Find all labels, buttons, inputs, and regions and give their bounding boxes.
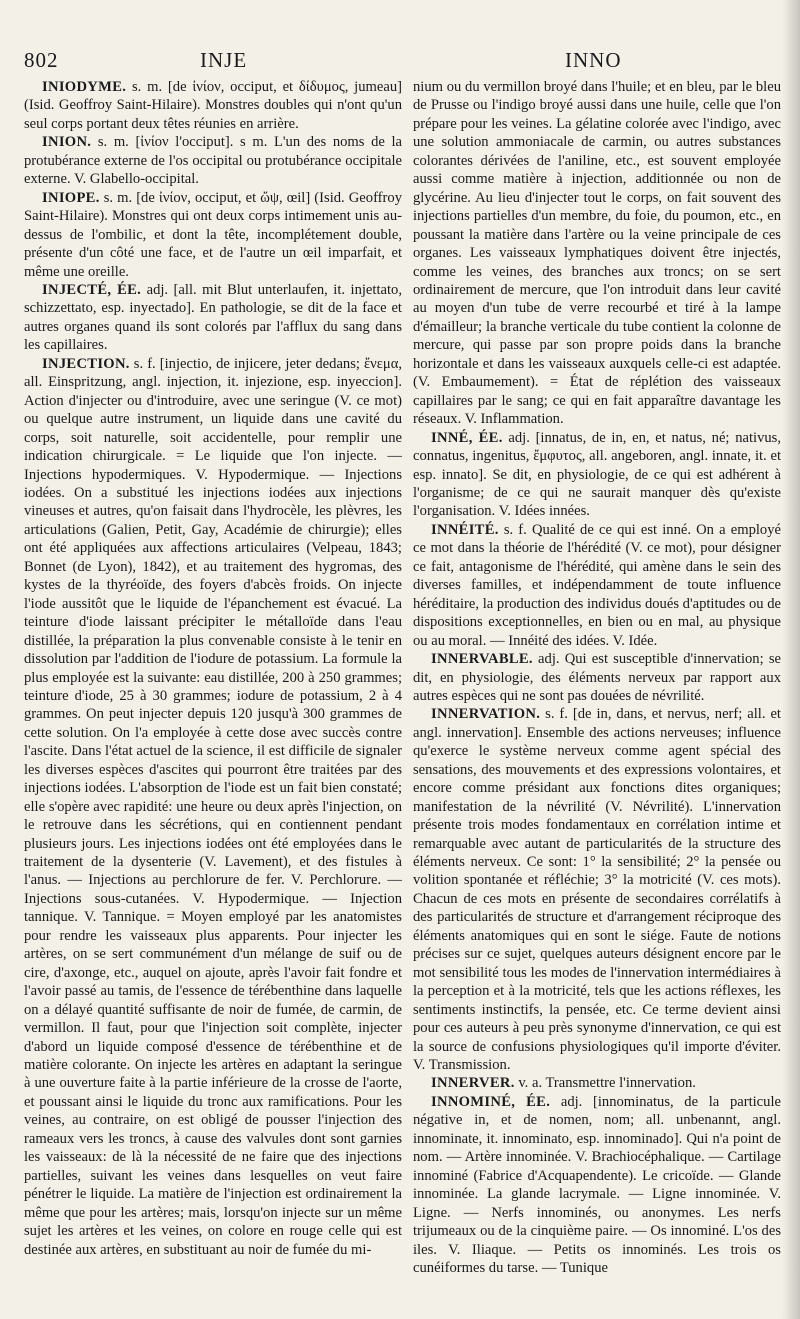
- entry-headword: INJECTION.: [42, 355, 130, 372]
- entry: [24, 281, 402, 355]
- entry-text: s. m. [de ἰνίον, occiput, et δίδυμος, jumeau] (Isid. Geoffroy Saint-Hilaire). Monstres doubles qui n'ont qu'un seul corps portant deux têtes réunies en arrière.: [24, 79, 402, 132]
- entry-headword: INNERVABLE.: [431, 651, 533, 668]
- entry-continuation: [413, 78, 781, 429]
- entry: [24, 355, 402, 1259]
- entry-text: s. m. [de ἰνίον, occiput, et ὤψ, œil] (Isid. Geoffroy Saint-Hilaire). Monstres qui ont deux corps intimement unis au-dessus de l'ombilic, et dont la tête, incomplétement double, présente d'un côté une face, et de l'autre un œil imparfait, et même une oreille.: [24, 189, 402, 280]
- entry: [24, 133, 402, 188]
- page-edge-shadow: [782, 0, 800, 1319]
- right-column: [413, 78, 781, 1277]
- left-column: [24, 78, 402, 1259]
- running-head-right: INNO: [565, 48, 622, 72]
- entry-headword: INJECTÉ, ÉE.: [42, 281, 142, 298]
- entry-text: s. f. Qualité de ce qui est inné. On a employé ce mot dans la théorie de l'hérédité (V. ce mot), pour désigner ce fait, antagonisme de l'hérédité, qui amène dans le sein des diverses familles, et indépendamment de toute influence héréditaire, la production des individus doués d'aptitudes ou de dispositions exceptionnelles, en bien ou en mal, au physique ou au moral. — Innéité des idées. V. Idée.: [413, 521, 781, 649]
- entry-headword: INNÉITÉ.: [431, 521, 499, 538]
- entry: [413, 1074, 781, 1092]
- entry-headword: INNOMINÉ, ÉE.: [431, 1093, 551, 1110]
- entry-text: s. f. [de in, dans, et nervus, nerf; all. et angl. innervation]. Ensemble des actions nerveuses; influence qu'exerce le système nerveux comme agent spécial des sensations, des mouvements et des expressions volontaires, et encore comme présidant aux fonctions dites organiques; manifestation de la névrilité (V. Névrilité). L'innervation présente trois modes fondamentaux en corrélation intime et remarquable avec autant de particularités de la structure des éléments nerveux. Ce sont: 1° la sensibilité; 2° la pensée ou volition spontanée et réfléchie; 3° la motricité (V. ces mots). Chacun de ces mots en présente de secondaires corrélatifs à des particularités de structure et d'arrangement réciproque des éléments anatomiques qui en sont le siége. Faute de notions précises sur ce sujet, quelques auteurs désignent encore par le mot sensibilité tous les modes de l'innervation intermédiaires à la perception et à la motricité, tels que les actions réflexes, les sentiments instinctifs, la pensée, etc. Ce terme devient ainsi pour ces auteurs à peu près synonyme d'innervation, ce qui est la source de confusions physiologiques qu'il importe d'éviter. V. Transmission.: [413, 706, 781, 1074]
- entry-text: nium ou du vermillon broyé dans l'huile; et en bleu, par le bleu de Prusse ou l'indigo broyé aussi dans une huile, celle que l'on prépare pour les veines. La gélatine colorée avec l'indigo, avec une solution ammoniacale de carmin, ou autres substances colorantes dérivées de l'aniline, etc., est souvent employée aussi comme matière à injection, additionnée ou non de glycérine. Au lieu d'injecter tout le corps, on fait souvent des injections partielles d'un membre, du foie, du poumon, etc., en poussant la matière dans l'artère ou la veine principale de ces organes. Les vaisseaux lymphatiques doivent être injectés, comme les veines, des branches aux troncs; on se sert ordinairement de mercure, que l'on introduit dans leur cavité au moyen d'un tube de verre recourbé et tiré à la lampe d'émailleur; la branche verticale du tube contient la colonne de mercure, qui passe par son propre poids dans la branche horizontale et dans les vaisseaux auxquels celle-ci est adaptée. (V. Embaumement). = État de réplétion des vaisseaux capillaires par le sang; ce qui en fait apparaître davantage les réseaux. V. Inflammation.: [413, 79, 781, 428]
- entry-text: v. a. Transmettre l'innervation.: [514, 1075, 696, 1092]
- entry-headword: INNÉ, ÉE.: [431, 429, 503, 446]
- entry: [413, 521, 781, 650]
- page-number: 802: [24, 48, 59, 72]
- entry-text: adj. Qui est susceptible d'innervation; se dit, en physiologie, des éléments nerveux par rapport aux autres espèces qui ne sont pas douées de névrilité.: [413, 651, 781, 704]
- entry-text: adj. [all. mit Blut unterlaufen, it. injettato, schizzettato, esp. inyectado]. En pathologie, se dit de la face et autres organes quand ils sont colorés par l'afflux du sang dans les capillaires.: [24, 281, 402, 354]
- entry-text: s. m. [ἰνίον l'occiput]. s m. L'un des noms de la protubérance externe de l'os occipital ou protubérance occipitale externe. V. Glabello-occipital.: [24, 134, 402, 188]
- entry-headword: INIOPE.: [42, 189, 100, 206]
- entry: [413, 1093, 781, 1278]
- entry-text: adj. [innatus, de in, en, et natus, né; nativus, connatus, ingenitus, ἔμφυτος, all. angeboren, angl. innate, it. et esp. innato]. Se dit, en physiologie, de ce qui est adhérent à l'organisme; de ce qui ne saurait manquer dès qu'existe l'organisation. V. Idées innées.: [413, 429, 782, 520]
- entry: [24, 189, 402, 281]
- entry-text: adj. [innominatus, de la particule négative in, et de nomen, nom; all. unbenannt, angl. innominate, it. innominato, esp. innominado]. Qui n'a point de nom. — Artère innominée. V. Brachiocéphalique. — Cartilage innominé (Fabrice d'Acquapendente). Le cricoïde. — Glande innominée. La glande lacrymale. — Ligne innominée. V. Ligne. — Nerfs innominés, ou anonymes. Les nerfs trijumeaux ou de la cinquième paire. — Os innominé. L'os des iles. V. Iliaque. — Petits os innominés. Les trois os cunéiformes du tarse. — Tunique: [413, 1093, 781, 1276]
- entry-headword: INION.: [42, 134, 92, 151]
- entry-headword: INNERVER.: [431, 1075, 515, 1092]
- entry-headword: INNERVATION.: [431, 706, 541, 723]
- entry: [413, 650, 781, 705]
- entry-headword: INIODYME.: [42, 79, 127, 95]
- entry: [413, 429, 781, 521]
- entry-text: s. f. [injectio, de injicere, jeter dedans; ἔνεμα, all. Einspritzung, angl. injection, it. injezione, esp. inyeccion]. Action d'injecter ou d'introduire, avec une seringue (V. ce mot) ou quelque autre instrument, un liquide dans une cavité du corps, soit naturelle, soit accidentelle, pour remplir une indication chirurgicale. = Le liquide que l'on injecte. — Injections hypodermiques. V. Hypodermique. — Injections iodées. On a substitué les injections iodées aux injections vineuses et autres, qu'on faisait dans l'hydrocèle, les plèvres, les articulations (Galien, Petit, Gay, Académie de chirurgie); elles ont été appliquées aux affections articulaires (Velpeau, 1843; Bonnet (de Lyon), 1842), et au traitement des hygromas, des kystes de la thyréoïde, des foyers d'abcès froids. On injecte l'iode aussitôt que le liquide de l'épanchement est évacué. La teinture d'iode laissant précipiter le métalloïde dans l'eau distillée, la préparation la plus convenable consiste à le tenir en dissolution par l'addition de l'iodure de potassium. La formule la plus employée est la suivante: eau distillée, 200 à 250 grammes; teinture d'iode, 25 à 30 grammes; iodure de potassium, 2 à 4 grammes. On peut injecter depuis 120 jusqu'à 300 grammes de cette solution. On l'a employée à cette dose avec succès contre l'ascite. Dans l'état actuel de la science, il est difficile de signaler les diverses espèces d'ascites qui pourront être traitées par des injections iodées. L'absorption de l'iode est un fait bien constaté; elle s'opère avec rapidité: une heure ou deux après l'injection, on le retrouve dans les sécrétions, qui en contiennent pendant plusieurs jours. Les injections iodées ont été employées dans le traitement de la dysenterie (V. Lavement), et des fistules à l'anus. — Injections au perchlorure de fer. V. Perchlorure. — Injections sous-cutanées. V. Hypodermique. — Injection tannique. V. Tannique. = Moyen employé par les anatomistes pour rendre les vaisseaux plus apparents. Pour injecter les artères, on se sert communément d'un mélange de suif ou de cire, d'axonge, etc., auquel on ajoute, après l'avoir fait fondre et l'avoir passé au tamis, de l'essence de térébenthine dans laquelle on a délayé quantité suffisante de noir de fumée, de carmin, de vermillon. Il faut, pour que l'injection soit complète, injecter d'abord un liquide composé d'essence de térébenthine et de matière colorante. On injecte les artères en adaptant la seringue à une ouverture faite à la partie inférieure de la crosse de l'aorte, et poussant ainsi le liquide du tronc aux ramifications. Pour les veines, au contraire, on est obligé de pousser l'injection des rameaux vers les troncs, à cause des valvules dont sont garnies les vaisseaux: de là la nécessité de ne faire que des injections partielles, suivant les veines dans lesquelles on veut faire pénétrer le liquide. La matière de l'injection est ordinairement la même que pour les artères; mais, lorsqu'on injecte sur un même sujet les artères et les veines, on colore en rouge celle qui est destinée aux artères, en substituant au noir de fumée du mi-: [24, 355, 402, 1258]
- entry: [24, 78, 402, 133]
- entry: [413, 705, 781, 1074]
- running-head-left: INJE: [200, 48, 248, 72]
